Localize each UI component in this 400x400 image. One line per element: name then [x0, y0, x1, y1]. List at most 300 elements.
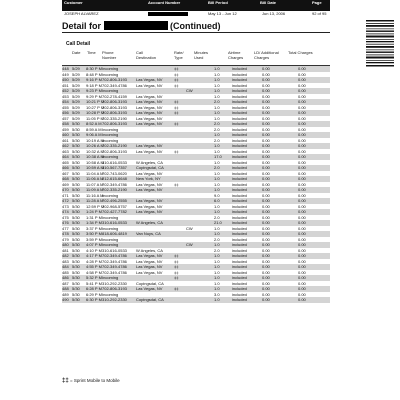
cell-dest: New York, NY: [136, 176, 161, 181]
cell-idx: 476: [62, 220, 69, 225]
cell-time: 6:28 P M: [86, 286, 102, 291]
cell-phone: Incoming: [102, 242, 119, 247]
cell-phone: Incoming: [102, 154, 119, 159]
cell-ld: 0.00: [262, 181, 270, 187]
cell-idx: 465: [62, 159, 69, 165]
cell-ld: 0.00: [262, 88, 270, 93]
customer-label: Customer: [64, 0, 83, 5]
mobile-to-mobile-icon: ‡‡: [174, 71, 179, 77]
cell-dest: Las Vegas, NV: [136, 286, 163, 291]
cell-time: 8:30 P M: [86, 66, 102, 71]
cell-min: 1.0: [214, 132, 220, 137]
cell-idx: 481: [62, 247, 69, 253]
section-title: Call Detail: [66, 41, 91, 47]
cell-time: 11:07 A M: [86, 181, 104, 187]
cell-total: 0.00: [298, 269, 306, 275]
cell-time: 10:26 A M: [86, 143, 104, 148]
cell-date: 5/30: [72, 242, 80, 247]
cell-charge: included: [232, 66, 247, 71]
cell-idx: 461: [62, 137, 69, 143]
cell-total: 0.00: [298, 192, 306, 198]
cell-time: 6:30 P M: [86, 297, 102, 302]
cell-phone: 702-349-4786: [102, 181, 127, 187]
cell-date: 5/30: [72, 220, 80, 225]
cell-date: 5/29: [72, 77, 80, 82]
cell-dest: Las Vegas, NV: [136, 258, 163, 264]
page-label: Page: [312, 0, 322, 5]
cell-phone: Incoming: [102, 291, 119, 297]
cell-date: 5/30: [72, 291, 80, 297]
cell-phone: Incoming: [102, 214, 119, 220]
cell-charge: included: [232, 88, 247, 93]
cell-min: 1.0: [214, 77, 220, 82]
cell-min: 1.0: [214, 110, 220, 115]
cell-charge: included: [232, 110, 247, 115]
title-divider: [62, 32, 330, 33]
cell-date: 5/30: [72, 181, 80, 187]
cell-phone: 702-349-4786: [102, 269, 127, 275]
cell-time: 11:28 A M: [86, 198, 104, 203]
cell-idx: 459: [62, 126, 69, 132]
cell-ld: 0.00: [262, 104, 270, 110]
cell-charge: included: [232, 264, 247, 269]
cell-charge: included: [232, 143, 247, 148]
cell-idx: 464: [62, 154, 69, 159]
cell-dest: Van Nuys, CA: [136, 231, 161, 236]
cell-min: 1.0: [214, 242, 220, 247]
cell-total: 0.00: [298, 198, 306, 203]
cell-time: 8:48 P M: [86, 71, 102, 77]
cell-idx: 486: [62, 275, 69, 280]
cell-time: 9:29 P M: [86, 93, 102, 99]
cell-phone: 310-616-0533: [102, 247, 127, 253]
cell-date: 5/29: [72, 88, 80, 93]
cell-phone: 702-806-3193: [102, 110, 127, 115]
cell-ld: 0.00: [262, 286, 270, 291]
col-airtime: Airtime Charges: [228, 50, 244, 60]
cell-idx: 471: [62, 192, 69, 198]
cell-charge: included: [232, 115, 247, 121]
cell-min: 2.0: [214, 121, 220, 126]
cell-time: 4:55 P M: [86, 264, 102, 269]
cell-idx: 451: [62, 82, 69, 88]
cell-time: 8:59 A M: [86, 126, 102, 132]
cell-charge: included: [232, 203, 247, 209]
cell-time: 8:52 A M: [86, 121, 102, 126]
cell-total: 0.00: [298, 93, 306, 99]
title-prefix: Detail for: [62, 21, 102, 31]
cell-total: 0.00: [298, 280, 306, 286]
cell-date: 5/30: [72, 253, 80, 258]
cell-date: 5/30: [72, 203, 80, 209]
title-suffix: (Continued): [170, 21, 221, 31]
cell-charge: included: [232, 154, 247, 159]
col-time: Time: [87, 50, 96, 55]
cell-type: CW: [186, 88, 193, 93]
cell-date: 5/30: [72, 286, 80, 291]
cell-charge: included: [232, 181, 247, 187]
cell-charge: included: [232, 148, 247, 154]
cell-ld: 0.00: [262, 93, 270, 99]
cell-time: 11:04 A M: [86, 170, 104, 176]
cell-idx: 484: [62, 264, 69, 269]
col-minutes: Minutes Used: [194, 50, 209, 60]
cell-date: 5/30: [72, 297, 80, 302]
cell-min: 1.0: [214, 143, 220, 148]
cell-time: 10:59 A M: [86, 165, 104, 170]
mobile-to-mobile-icon: ‡‡: [174, 275, 179, 280]
cell-charge: included: [232, 159, 247, 165]
cell-ld: 0.00: [262, 176, 270, 181]
cell-ld: 0.00: [262, 71, 270, 77]
cell-total: 0.00: [298, 170, 306, 176]
cell-charge: included: [232, 291, 247, 297]
cell-time: 6:29 P M: [86, 291, 102, 297]
cell-total: 0.00: [298, 82, 306, 88]
cell-ld: 0.00: [262, 66, 270, 71]
cell-time: 4:28 P M: [86, 258, 102, 264]
col-total: Total Charges: [288, 50, 313, 55]
cell-dest: W Angeles, CA: [136, 159, 163, 165]
cell-phone: 702-806-3193: [102, 148, 127, 154]
cell-min: 3.0: [214, 291, 220, 297]
cell-idx: 467: [62, 170, 69, 176]
cell-time: 4:58 P M: [86, 269, 102, 275]
page-title: [62, 21, 221, 31]
cell-ld: 0.00: [262, 187, 270, 192]
cell-min: 1.0: [214, 258, 220, 264]
cell-time: 10:38 A M: [86, 154, 104, 159]
cell-dest: Las Vegas, NV: [136, 203, 163, 209]
cell-phone: 702-335-2190: [102, 143, 127, 148]
customer-name: JOSEPH ALVAREZ: [64, 11, 99, 16]
cell-date: 5/30: [72, 264, 80, 269]
cell-time: 10:28 P M: [86, 110, 105, 115]
cell-time: 10:58 A M: [86, 159, 104, 165]
cell-total: 0.00: [298, 181, 306, 187]
cell-time: 5:32 P M: [86, 275, 102, 280]
cell-min: 1.0: [214, 71, 220, 77]
cell-phone: 310-292-2330: [102, 280, 127, 286]
cell-idx: 488: [62, 286, 69, 291]
cell-min: 1.0: [214, 286, 220, 291]
bill-date-label: Bill Date: [260, 0, 277, 5]
cell-dest: Las Vegas, NV: [136, 269, 163, 275]
cell-time: 3:59 P M: [86, 236, 102, 242]
cell-phone: 310-292-2330: [102, 297, 127, 302]
mobile-to-mobile-icon: ‡‡: [174, 269, 179, 275]
cell-ld: 0.00: [262, 269, 270, 275]
cell-min: 1.0: [214, 66, 220, 71]
cell-time: 9:16 P M: [86, 77, 102, 82]
cell-time: 11:05 P M: [86, 115, 104, 121]
cell-date: 5/30: [72, 143, 80, 148]
cell-dest: Copingsdal, CA: [136, 165, 164, 170]
cell-total: 0.00: [298, 286, 306, 291]
mobile-to-mobile-icon: ‡‡: [62, 378, 69, 384]
cell-date: 5/30: [72, 209, 80, 214]
col-ld-charges: LD/ Additional Charges: [254, 50, 279, 60]
cell-idx: 482: [62, 253, 69, 258]
cell-min: 17.0: [214, 154, 222, 159]
cell-date: 5/30: [72, 165, 80, 170]
cell-dest: Las Vegas, NV: [136, 187, 163, 192]
legend-footnote: [62, 378, 120, 384]
cell-ld: 0.00: [262, 253, 270, 258]
cell-min: 1.0: [214, 253, 220, 258]
cell-dest: Copingsdal, CA: [136, 280, 164, 286]
mobile-to-mobile-icon: ‡‡: [174, 148, 179, 154]
cell-charge: included: [232, 275, 247, 280]
cell-min: 1.0: [214, 231, 220, 236]
cell-total: 0.00: [298, 203, 306, 209]
redacted-name: [104, 21, 168, 30]
cell-total: 0.00: [298, 132, 306, 137]
cell-ld: 0.00: [262, 209, 270, 214]
cell-ld: 0.00: [262, 291, 270, 297]
cell-ld: 0.00: [262, 236, 270, 242]
cell-phone: 702-349-4786: [102, 258, 127, 264]
col-date: Date: [72, 50, 81, 55]
cell-min: 2.0: [214, 137, 220, 143]
cell-min: 1.0: [214, 181, 220, 187]
col-rate-type: Rate/ Type: [174, 50, 184, 60]
cell-charge: included: [232, 121, 247, 126]
cell-idx: 454: [62, 99, 69, 104]
cell-ld: 0.00: [262, 77, 270, 82]
cell-ld: 0.00: [262, 121, 270, 126]
cell-dest: Las Vegas, NV: [136, 110, 163, 115]
cell-phone: Incoming: [102, 225, 119, 231]
cell-phone: 702-278-4159: [102, 93, 127, 99]
cell-idx: 457: [62, 115, 69, 121]
cell-ld: 0.00: [262, 154, 270, 159]
cell-date: 5/30: [72, 154, 80, 159]
cell-date: 5/30: [72, 280, 80, 286]
cell-total: 0.00: [298, 148, 306, 154]
cell-phone: 702-496-2555: [102, 198, 127, 203]
cell-charge: included: [232, 258, 247, 264]
cell-date: 5/30: [72, 198, 80, 203]
cell-time: 11:16 A M: [86, 192, 104, 198]
cell-charge: included: [232, 77, 247, 82]
cell-phone: Incoming: [102, 88, 119, 93]
cell-total: 0.00: [298, 88, 306, 93]
cell-charge: included: [232, 286, 247, 291]
cell-ld: 0.00: [262, 198, 270, 203]
cell-total: 0.00: [298, 264, 306, 269]
bill-date-value: Jun 13, 2006: [262, 11, 286, 16]
cell-time: 9:18 P M: [86, 82, 102, 88]
cell-phone: Incoming: [102, 275, 119, 280]
cell-charge: included: [232, 247, 247, 253]
cell-charge: included: [232, 99, 247, 104]
cell-date: 5/30: [72, 214, 80, 220]
cell-idx: 477: [62, 225, 69, 231]
cell-phone: 702-806-3193: [102, 286, 127, 291]
cell-charge: included: [232, 137, 247, 143]
cell-phone: Incoming: [102, 236, 119, 242]
cell-ld: 0.00: [262, 258, 270, 264]
cell-ld: 0.00: [262, 82, 270, 88]
cell-dest: Las Vegas, NV: [136, 181, 163, 187]
cell-idx: 449: [62, 71, 69, 77]
cell-charge: included: [232, 214, 247, 220]
mobile-to-mobile-icon: ‡‡: [174, 253, 179, 258]
footnote-text: = Sprint Mobile to Mobile: [69, 378, 120, 383]
cell-idx: 456: [62, 110, 69, 115]
bill-period-value: May 13 - Jun 12: [208, 11, 237, 16]
cell-type: CW: [186, 225, 193, 231]
cell-charge: included: [232, 104, 247, 110]
cell-min: 1.0: [214, 115, 220, 121]
cell-total: 0.00: [298, 220, 306, 225]
cell-date: 5/29: [72, 93, 80, 99]
mobile-to-mobile-icon: ‡‡: [174, 121, 179, 126]
cell-min: 1.0: [214, 82, 220, 88]
cell-phone: Incoming: [102, 192, 119, 198]
cell-ld: 0.00: [262, 264, 270, 269]
mobile-to-mobile-icon: ‡‡: [174, 258, 179, 264]
mobile-to-mobile-icon: ‡‡: [174, 82, 179, 88]
bill-period-label: Bill Period: [208, 0, 228, 5]
cell-min: 2.0: [214, 126, 220, 132]
cell-total: 0.00: [298, 66, 306, 71]
cell-total: 0.00: [298, 258, 306, 264]
cell-total: 0.00: [298, 236, 306, 242]
cell-phone: 702-335-2190: [102, 187, 127, 192]
cell-total: 0.00: [298, 137, 306, 143]
mobile-to-mobile-icon: ‡‡: [174, 110, 179, 115]
mobile-to-mobile-icon: ‡‡: [174, 286, 179, 291]
cell-dest: Las Vegas, NV: [136, 99, 163, 104]
cell-phone: 818-606-4819: [102, 231, 127, 236]
cell-date: 5/29: [72, 99, 80, 104]
cell-date: 5/30: [72, 170, 80, 176]
cell-ld: 0.00: [262, 132, 270, 137]
cell-idx: 489: [62, 291, 69, 297]
cell-charge: included: [232, 253, 247, 258]
cell-total: 0.00: [298, 247, 306, 253]
cell-dest: Las Vegas, NV: [136, 121, 163, 126]
cell-min: 1.0: [214, 148, 220, 154]
cell-charge: included: [232, 82, 247, 88]
cell-min: 9.0: [214, 192, 220, 198]
cell-ld: 0.00: [262, 159, 270, 165]
cell-phone: 702-806-3193: [102, 99, 127, 104]
cell-phone: 310-616-0533: [102, 159, 127, 165]
cell-idx: 458: [62, 121, 69, 126]
cell-total: 0.00: [298, 231, 306, 236]
cell-min: 1.0: [214, 104, 220, 110]
cell-dest: Las Vegas, NV: [136, 77, 163, 82]
cell-idx: 474: [62, 209, 69, 214]
cell-total: 0.00: [298, 143, 306, 148]
cell-date: 5/29: [72, 104, 80, 110]
cell-time: 9:06 A M: [86, 132, 102, 137]
cell-charge: included: [232, 192, 247, 198]
cell-charge: included: [232, 297, 247, 302]
cell-idx: 448: [62, 66, 69, 71]
cell-total: 0.00: [298, 242, 306, 247]
cell-date: 5/30: [72, 159, 80, 165]
cell-phone: 310-616-0533: [102, 220, 127, 225]
cell-time: 10:32 A M: [86, 148, 104, 154]
cell-dest: Las Vegas, NV: [136, 198, 163, 203]
cell-dest: Copingsdal, CA: [136, 297, 164, 302]
cell-idx: 473: [62, 203, 69, 209]
cell-ld: 0.00: [262, 126, 270, 132]
cell-total: 0.00: [298, 253, 306, 258]
cell-time: 10:27 P M: [86, 104, 105, 110]
cell-date: 5/29: [72, 66, 80, 71]
cell-min: 2.0: [214, 99, 220, 104]
cell-date: 5/30: [72, 258, 80, 264]
mobile-to-mobile-icon: ‡‡: [174, 66, 179, 71]
cell-total: 0.00: [298, 165, 306, 170]
cell-total: 0.00: [298, 209, 306, 214]
cell-type: CW: [186, 242, 193, 247]
cell-phone: Incoming: [102, 126, 119, 132]
account-number-redacted: [148, 12, 188, 16]
cell-min: 1.0: [214, 88, 220, 93]
cell-date: 5/29: [72, 110, 80, 115]
cell-time: 9:23 P M: [86, 88, 102, 93]
cell-total: 0.00: [298, 110, 306, 115]
col-destination: Call Destination: [136, 50, 157, 60]
cell-idx: 466: [62, 165, 69, 170]
cell-min: 1.0: [214, 225, 220, 231]
cell-idx: 450: [62, 77, 69, 82]
cell-phone: 702-427-7782: [102, 209, 127, 214]
cell-charge: included: [232, 280, 247, 286]
cell-min: 1.0: [214, 275, 220, 280]
cell-min: 1.0: [214, 269, 220, 275]
cell-total: 0.00: [298, 187, 306, 192]
table-row: [62, 297, 330, 303]
cell-idx: 487: [62, 280, 69, 286]
cell-total: 0.00: [298, 126, 306, 132]
cell-min: 1.0: [214, 170, 220, 176]
cell-charge: included: [232, 165, 247, 170]
cell-time: 3:50 P M: [86, 231, 102, 236]
cell-dest: Las Vegas, NV: [136, 148, 163, 154]
cell-dest: Las Vegas, NV: [136, 170, 163, 176]
cell-time: 11:06 A M: [86, 176, 104, 181]
cell-charge: included: [232, 198, 247, 203]
cell-ld: 0.00: [262, 247, 270, 253]
cell-idx: 470: [62, 187, 69, 192]
cell-ld: 0.00: [262, 143, 270, 148]
cell-ld: 0.00: [262, 99, 270, 104]
cell-time: 1:34 P M: [86, 220, 102, 225]
mobile-to-mobile-icon: ‡‡: [174, 181, 179, 187]
cell-total: 0.00: [298, 159, 306, 165]
mobile-to-mobile-icon: ‡‡: [174, 264, 179, 269]
cell-charge: included: [232, 170, 247, 176]
cell-total: 0.00: [298, 225, 306, 231]
cell-phone: 310-567-7357: [102, 165, 127, 170]
cell-ld: 0.00: [262, 110, 270, 115]
mobile-to-mobile-icon: ‡‡: [174, 99, 179, 104]
cell-charge: included: [232, 126, 247, 132]
cell-min: 6.0: [214, 198, 220, 203]
cell-phone: 212-615-6648: [102, 176, 127, 181]
cell-ld: 0.00: [262, 148, 270, 154]
cell-date: 5/30: [72, 269, 80, 275]
cell-charge: included: [232, 71, 247, 77]
cell-ld: 0.00: [262, 214, 270, 220]
